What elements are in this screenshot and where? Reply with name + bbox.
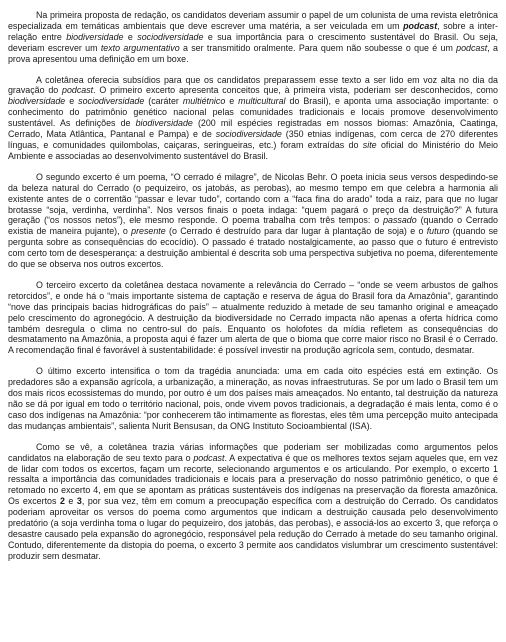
text-run: biodiversidade <box>135 118 193 129</box>
text-run: passado <box>383 215 417 226</box>
text-run: podcast <box>62 85 94 96</box>
text-run: O segundo excerto é um poema, “O cerrado é milagre”, de Nicolas Behr. O poeta inicia seus versos despedindo-se da beleza natural do Cerrado (o pequizeiro, os jatobás, as perobas), ao mesmo tempo em que celebra a harmonia ali existente antes de o correntão “passar e levar tudo”, cortando com a “faca fina do arado” toda a raiz, para que no lugar brotasse “soja, verdinha, verdinha”. Nos versos finais o poeta indaga: “quem pagará o preço da destruição?” A futura geração (“os nossos netos”), ele mesmo responde. O poema trabalha com três tempos: o <box>8 171 498 226</box>
text-run: biodiversidade <box>66 31 124 42</box>
text-run: (200 mil espécies registradas em nossos biomas: Amazônia, Caatinga, Cerrado, Mata Atlântica, Pantanal e Pampa) e de <box>8 118 498 140</box>
text-run: do Brasil), e aponta uma associação importante: o conhecimento do patrimônio genético nacional pelas comunidades tradicionais e locais promove desenvolvimento sustentável. As definições de <box>8 96 498 129</box>
paragraph-2 <box>8 75 498 162</box>
text-run: O último excerto intensifica o tom da tragédia anunciada: uma em cada oito espécies está em extinção. Os predadores são a expansão agrícola, a urbanização, a mineração, as novas infraestruturas. Se por um lado o Brasil tem um dos mais ricos ecossistemas do mundo, por outro é um dos países mais ameaçados. No entanto, tal destruição da natureza não se dá por igual em todo o território nacional, pois, onde vivem povos tradicionais, a degradação é mais lenta, como é o caso dos indígenas na Amazônia: “por conhecerem tão intimamente as florestas, eles têm uma percepção muito antecipada das mudanças ambientais”, salienta Nurit Bensusan, da ONG Instituto Socioambiental (ISA). <box>8 366 498 431</box>
text-run: e <box>64 496 77 507</box>
text-run: (o Cerrado é destruído para dar lugar à plantação de soja) e o <box>165 226 427 237</box>
text-run: , por sua vez, têm em comum a preocupação específica com a destruição do Cerrado. Os candidatos poderiam aproveitar os versos do poema como argumentos que indicam a destruição causada pelo desenvolvimento predatório (a soja verdinha toma o lugar do pequizeiro, dos jatobás, das perobas), e associá-los ao excerto 3, que reforça o desastre causado pela expansão do agronegócio, responsável pela redução do Cerrado à metade do seu tamanho original. Contudo, diferentemente da distopia do poema, o excerto 3 permite aos candidatos vislumbrar um crescimento sustentável: produzir sem desmatar. <box>8 496 498 561</box>
text-run: podcast <box>403 20 438 31</box>
text-run: biodiversidade <box>8 96 66 107</box>
text-run: e sua importância para o crescimento sustentável do Brasil. Ou seja, deveriam escrever um <box>8 31 498 53</box>
paragraph-3 <box>8 172 498 270</box>
text-run: (350 etnias indígenas, com cerca de 270 diferentes línguas, e comunidades quilombolas, caiçaras, seringueiras, etc.) foram extraídas do <box>8 129 498 150</box>
text-run: A coletânea oferecia subsídios para que os candidatos preparassem esse texto a ser lido em voz alta no dia da gravação do <box>8 74 498 96</box>
text-run: . O primeiro excerto apresenta conceitos que, à primeira vista, poderiam ser desconhecidos, como <box>93 85 498 96</box>
text-run: a ser transmitido oralmente. Para quem não soubesse o que é um <box>179 42 457 53</box>
text-run: sociodiversidade <box>78 96 145 107</box>
text-run: presente <box>131 226 166 237</box>
text-run: O terceiro excerto da coletânea destaca novamente a relevância do Cerrado – “onde se veem arbustos de galhos retorcidos”, e onde há o “mais importante sistema de captação e reserva de água do Brasil fora da Amazônia”, garantindo “nove das principais bacias hidrográficas do país” – atualmente reduzido à metade de seu tamanho original e ameaçado pelo crescimento do agronegócio. A destruição da biodiversidade no Cerrado impacta não apenas a oferta hídrica como também desregula o clima no centro-sul do país. Enquanto os holofotes da mídia refletem as consequências do desmatamento na Amazônia, a proposta aqui é fazer um alerta de que o bioma que corre maior risco no Brasil é o Cerrado. A recomendação final é favorável à sustentabilidade: é possível investir na produção agrícola sem, contudo, desmatar. <box>8 279 498 356</box>
text-run: . A expectativa é que os melhores textos sejam aqueles que, em vez de lidar com todos os excertos, façam um recorte, selecionando argumentos e os articulando. Por exemplo, o excerto 1 ressalta a importância das comunidades tradicionais e locais para a preservação do nosso patrimônio genético, o que é retomado no excerto 4, em que se apontam as práticas sustentáveis dos indígenas na preservação da floresta amazônica. Os excertos <box>8 452 498 507</box>
text-run: e <box>123 31 138 42</box>
text-run: , sobre a inter-relação entre <box>8 20 498 42</box>
text-run: 2 <box>59 496 65 507</box>
text-run: e <box>225 96 239 107</box>
text-run: 3 <box>76 496 82 507</box>
text-run: futuro <box>426 226 450 237</box>
paragraph-5 <box>8 366 498 431</box>
text-run: sociodiversidade <box>215 129 282 140</box>
text-run: sociodiversidade <box>137 31 204 42</box>
text-run: , a prova apresentou uma definição em um boxe. <box>8 42 498 64</box>
text-run: multicultural <box>238 96 286 107</box>
text-run: site <box>362 139 377 150</box>
paragraph-4 <box>8 280 498 356</box>
text-run: Como se vê, a coletânea trazia várias informações que poderiam ser mobilizadas como argumentos pelos candidatos na elaboração de seu texto para o <box>8 441 498 463</box>
paragraph-1 <box>8 10 498 65</box>
text-run: (quando se pergunta sobre as consequências do ecocídio). O passado é tratado nostalgicamente, ao passo que o futuro é entrevisto com certo tom de desesperança: a destruição ambiental é descrita sob uma perspectiva subjetiva no poema, diferentemente do que se observa nos outros excertos. <box>8 226 498 270</box>
text-run: e <box>65 96 79 107</box>
paragraph-6 <box>8 442 498 562</box>
text-run: oficial do Ministério do Meio Ambiente e associadas ao desenvolvimento sustentável do Brasil. <box>8 139 498 161</box>
text-run: (caráter <box>144 96 183 107</box>
text-run: multiétnico <box>182 96 226 107</box>
text-run: texto argumentativo <box>100 42 180 53</box>
text-run: (quando o Cerrado existia de maneira pujante), o <box>8 215 498 237</box>
text-run: podcast <box>193 452 225 463</box>
text-run: podcast <box>456 42 488 53</box>
text-run: Na primeira proposta de redação, os candidatos deveriam assumir o papel de um colunista de uma revista eletrônica especializada em temáticas ambientais que deve escrever uma matéria, a ser veiculada em um <box>8 10 498 31</box>
